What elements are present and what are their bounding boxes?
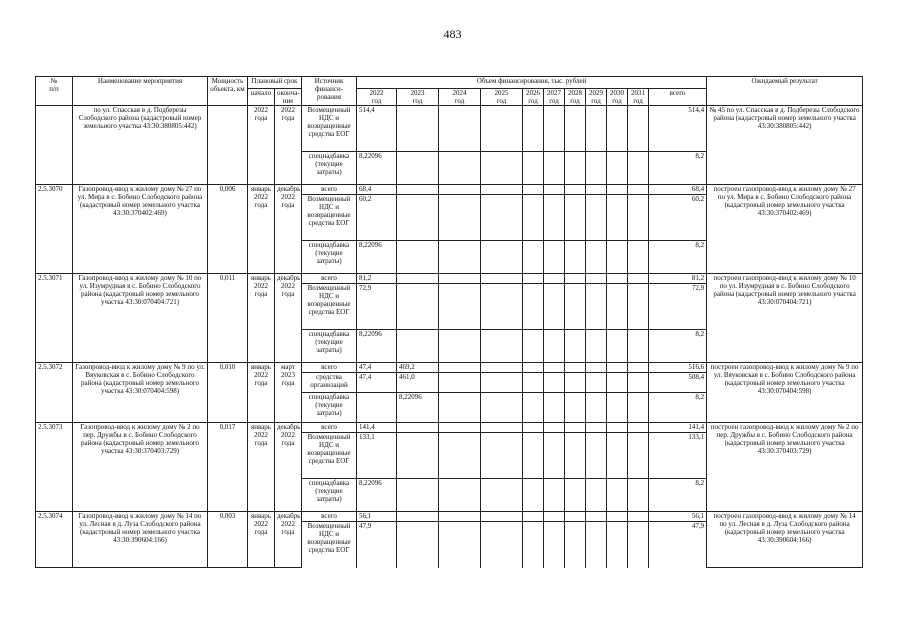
year-value-cell [607, 373, 628, 393]
total-cell: 141,4 [649, 423, 707, 433]
financing-table [35, 76, 863, 568]
year-value-cell [628, 479, 649, 512]
row-number: 2.5.3074 [36, 512, 73, 568]
measure-name: Газопровод-ввод к жилому дому № 2 по пер. Дружбы в с. Бобино Слободского района (кадастровый номер земельного участка 43:30:370403:729) [73, 423, 208, 512]
header-result: Ожидаемый результат [707, 77, 863, 106]
year-value-cell [544, 185, 565, 195]
year-value-cell [544, 433, 565, 479]
total-cell: 133,1 [649, 433, 707, 479]
year-value-cell [565, 185, 586, 195]
funding-source: спецнадбавка (текущие затраты) [302, 241, 357, 274]
year-value-cell [544, 195, 565, 241]
year-value-cell [523, 152, 544, 185]
header-source: Источник финанси- рования [302, 77, 357, 106]
capacity-cell: 0,003 [208, 512, 248, 568]
year-value-cell [586, 363, 607, 373]
year-value-cell [565, 106, 586, 152]
year-value-cell [565, 152, 586, 185]
year-value-cell [565, 512, 586, 522]
year-value-cell [586, 522, 607, 568]
funding-source: всего [302, 185, 357, 195]
year-value-cell [586, 423, 607, 433]
year-value-cell [607, 393, 628, 423]
year-value-cell [357, 393, 397, 423]
year-value-cell [607, 512, 628, 522]
year-value-cell [607, 274, 628, 284]
year-value-cell [628, 241, 649, 274]
period-end-cell: декабрь 2022 года [275, 423, 302, 512]
year-value-cell [397, 522, 439, 568]
header-year: 2024 год [439, 89, 481, 106]
year-value-cell [607, 284, 628, 330]
year-value-cell [481, 330, 523, 363]
funding-source: всего [302, 363, 357, 373]
year-value-cell [481, 393, 523, 423]
row-number: 2.5.3071 [36, 274, 73, 363]
year-value-cell [607, 479, 628, 512]
year-value-cell [544, 284, 565, 330]
year-value-cell [565, 274, 586, 284]
year-value-cell [481, 185, 523, 195]
expected-result: построен газопровод-ввод к жилому дому № 2 по пер. Дружбы в с. Бобино Слободского района (кадастровый номер земельного участка 43:30:370403:729) [707, 423, 863, 512]
row-number: 2.5.3070 [36, 185, 73, 274]
year-value-cell [607, 433, 628, 479]
year-value-cell [607, 195, 628, 241]
year-value-cell [628, 152, 649, 185]
expected-result: № 45 по ул. Спасская в д. Подберезы Слободского района (кадастровый номер земельного участка 43:30:380805:442) [707, 106, 863, 185]
year-value-cell [586, 284, 607, 330]
year-value-cell: 47,4 [357, 363, 397, 373]
year-value-cell [544, 363, 565, 373]
year-value-cell [544, 106, 565, 152]
measure-name: Газопровод-ввод к жилому дому № 27 по ул. Мира в с. Бобино Слободского района (кадастровый номер земельного участка 43:30:370402:469) [73, 185, 208, 274]
year-value-cell: 47,4 [357, 373, 397, 393]
year-value-cell [628, 195, 649, 241]
year-value-cell: 8,22096 [357, 330, 397, 363]
capacity-cell: 0,010 [208, 363, 248, 423]
year-value-cell [565, 433, 586, 479]
total-cell: 8,2 [649, 241, 707, 274]
year-value-cell [544, 423, 565, 433]
period-start-cell: январь 2022 года [248, 423, 275, 512]
header-volume: Объем финансирования, тыс. рублей [357, 77, 707, 89]
year-value-cell [586, 274, 607, 284]
total-cell: 60,2 [649, 195, 707, 241]
year-value-cell [439, 512, 481, 522]
expected-result: построен газопровод-ввод к жилому дому № 9 по ул. Вяуковская в с. Бобино Слободского района (кадастровый номер земельного участка 43:30:070404:598) [707, 363, 863, 423]
year-value-cell [586, 433, 607, 479]
table-row [36, 423, 863, 433]
table-row [36, 106, 863, 152]
year-value-cell [523, 512, 544, 522]
year-value-cell [439, 363, 481, 373]
header-period: Плановый срок [248, 77, 302, 89]
year-value-cell [397, 274, 439, 284]
expected-result: построен газопровод-ввод к жилому дому № 27 по ул. Мира в с. Бобино Слободского района (кадастровый номер земельного участка 43:30:370402:469) [707, 185, 863, 274]
year-value-cell [628, 373, 649, 393]
year-value-cell [439, 185, 481, 195]
period-end-cell: 2022 года [275, 106, 302, 185]
page-number: 483 [443, 27, 462, 41]
header-period-start: начало [248, 89, 275, 106]
table-row [36, 512, 863, 522]
year-value-cell [544, 522, 565, 568]
year-value-cell: 81,2 [357, 274, 397, 284]
year-value-cell [523, 423, 544, 433]
year-value-cell [439, 241, 481, 274]
year-value-cell [586, 330, 607, 363]
header-year: 2028 год [565, 89, 586, 106]
funding-source: Возмещенный НДС и возвращенные средства ЕОГ [302, 195, 357, 241]
year-value-cell [439, 274, 481, 284]
total-cell: 81,2 [649, 274, 707, 284]
header-year: 2025 год [481, 89, 523, 106]
funding-source: Возмещенный НДС и возвращенные средства ЕОГ [302, 522, 357, 568]
capacity-cell: 0,011 [208, 274, 248, 363]
funding-source: всего [302, 512, 357, 522]
funding-source: спецнадбавка (текущие затраты) [302, 393, 357, 423]
year-value-cell [544, 512, 565, 522]
year-value-cell [523, 479, 544, 512]
total-cell: 68,4 [649, 185, 707, 195]
year-value-cell [565, 195, 586, 241]
table-row [36, 274, 863, 284]
year-value-cell [628, 423, 649, 433]
total-cell: 514,4 [649, 106, 707, 152]
year-value-cell [439, 423, 481, 433]
header-year: 2029 год [586, 89, 607, 106]
year-value-cell [481, 274, 523, 284]
year-value-cell [439, 373, 481, 393]
year-value-cell [523, 373, 544, 393]
year-value-cell [523, 393, 544, 423]
header-year: 2031 год [628, 89, 649, 106]
year-value-cell [481, 363, 523, 373]
expected-result: построен газопровод-ввод к жилому дому № 10 по ул. Изумрудная в с. Бобино Слободского района (кадастровый номер земельного участка 43:30:070404:721) [707, 274, 863, 363]
year-value-cell [586, 185, 607, 195]
year-value-cell [544, 330, 565, 363]
year-value-cell [565, 522, 586, 568]
funding-source: спецнадбавка (текущие затраты) [302, 330, 357, 363]
year-value-cell [523, 522, 544, 568]
capacity-cell: 0,006 [208, 185, 248, 274]
year-value-cell [439, 195, 481, 241]
year-value-cell [607, 423, 628, 433]
year-value-cell [397, 185, 439, 195]
total-cell: 47,9 [649, 522, 707, 568]
year-value-cell [607, 106, 628, 152]
year-value-cell [565, 479, 586, 512]
year-value-cell [481, 195, 523, 241]
year-value-cell: 461,0 [397, 373, 439, 393]
year-value-cell: 72,9 [357, 284, 397, 330]
row-number: 2.5.3072 [36, 363, 73, 423]
year-value-cell [523, 241, 544, 274]
year-value-cell [481, 152, 523, 185]
year-value-cell [481, 433, 523, 479]
year-value-cell [586, 393, 607, 423]
year-value-cell [523, 274, 544, 284]
header-period-end: оконча- ние [275, 89, 302, 106]
table-row [36, 185, 863, 195]
year-value-cell [481, 522, 523, 568]
year-value-cell [439, 522, 481, 568]
year-value-cell [628, 522, 649, 568]
year-value-cell [586, 479, 607, 512]
year-value-cell [607, 522, 628, 568]
period-start-cell: январь 2022 года [248, 274, 275, 363]
year-value-cell [586, 241, 607, 274]
period-end-cell: декабрь 2022 года [275, 512, 302, 568]
year-value-cell [523, 284, 544, 330]
row-number: 2.5.3073 [36, 423, 73, 512]
year-value-cell [481, 512, 523, 522]
year-value-cell [607, 241, 628, 274]
year-value-cell [565, 241, 586, 274]
year-value-cell [565, 423, 586, 433]
table-row [36, 363, 863, 373]
year-value-cell [523, 106, 544, 152]
expected-result: построен газопровод-ввод к жилому дому № 14 по ул. Лесная в д. Луза Слободского района (кадастровый номер земельного участка 43:30:390604:166) [707, 512, 863, 568]
total-cell: 8,2 [649, 152, 707, 185]
header-capacity: Мощность объекта, км [208, 77, 248, 106]
year-value-cell [523, 330, 544, 363]
funding-source: всего [302, 423, 357, 433]
year-value-cell [628, 363, 649, 373]
year-value-cell [628, 393, 649, 423]
year-value-cell: 47,9 [357, 522, 397, 568]
funding-source: всего [302, 274, 357, 284]
year-value-cell [397, 284, 439, 330]
year-value-cell [481, 423, 523, 433]
period-end-cell: декабрь 2022 года [275, 185, 302, 274]
year-value-cell [544, 479, 565, 512]
year-value-cell [397, 241, 439, 274]
year-value-cell: 133,1 [357, 433, 397, 479]
table-header [36, 77, 863, 106]
row-number [36, 106, 73, 185]
header-year: 2022 год [357, 89, 397, 106]
year-value-cell [586, 512, 607, 522]
year-value-cell: 60,2 [357, 195, 397, 241]
year-value-cell [586, 152, 607, 185]
funding-source: средства организаций [302, 373, 357, 393]
year-value-cell [544, 152, 565, 185]
total-cell: 72,9 [649, 284, 707, 330]
year-value-cell [607, 185, 628, 195]
year-value-cell: 8,22096 [357, 241, 397, 274]
year-value-cell [397, 195, 439, 241]
year-value-cell [397, 479, 439, 512]
capacity-cell [208, 106, 248, 185]
year-value-cell: 141,4 [357, 423, 397, 433]
year-value-cell [544, 241, 565, 274]
funding-source: Возмещенный НДС и возвращенные средства ЕОГ [302, 106, 357, 152]
year-value-cell [523, 185, 544, 195]
year-value-cell [481, 479, 523, 512]
header-num: № п/п [36, 77, 73, 106]
period-end-cell: декабрь 2022 года [275, 274, 302, 363]
measure-name: Газопровод-ввод к жилому дому № 9 по ул. Вяуковская в с. Бобино Слободского района (кадастровый номер земельного участка 43:30:070404:598) [73, 363, 208, 423]
year-value-cell [439, 330, 481, 363]
year-value-cell [439, 393, 481, 423]
year-value-cell [397, 512, 439, 522]
year-value-cell [439, 106, 481, 152]
year-value-cell [607, 363, 628, 373]
year-value-cell [628, 330, 649, 363]
period-start-cell: январь 2022 года [248, 363, 275, 423]
year-value-cell [628, 284, 649, 330]
total-cell: 56,1 [649, 512, 707, 522]
measure-name: по ул. Спасская в д. Подберезы Слободского района (кадастровый номер земельного участка 43:30:380805:442) [73, 106, 208, 185]
year-value-cell: 469,2 [397, 363, 439, 373]
year-value-cell [439, 479, 481, 512]
total-cell: 8,2 [649, 393, 707, 423]
total-cell: 8,2 [649, 330, 707, 363]
year-value-cell [607, 330, 628, 363]
period-start-cell: январь 2022 года [248, 185, 275, 274]
year-value-cell [439, 152, 481, 185]
year-value-cell [565, 363, 586, 373]
year-value-cell [628, 274, 649, 284]
total-cell: 516,6 [649, 363, 707, 373]
period-start-cell: 2022 года [248, 106, 275, 185]
year-value-cell [565, 284, 586, 330]
year-value-cell [397, 423, 439, 433]
funding-source: Возмещенный НДС и возвращенные средства ЕОГ [302, 284, 357, 330]
period-end-cell: март 2023 года [275, 363, 302, 423]
year-value-cell [439, 433, 481, 479]
year-value-cell [628, 185, 649, 195]
year-value-cell [586, 195, 607, 241]
year-value-cell: 56,1 [357, 512, 397, 522]
table-body [36, 106, 863, 568]
year-value-cell [439, 284, 481, 330]
total-cell: 8,2 [649, 479, 707, 512]
year-value-cell [481, 373, 523, 393]
year-value-cell [565, 330, 586, 363]
year-value-cell [544, 373, 565, 393]
year-value-cell [481, 241, 523, 274]
year-value-cell: 514,4 [357, 106, 397, 152]
year-value-cell [523, 195, 544, 241]
header-name: Наименование мероприятия [73, 77, 208, 106]
header-total: всего [649, 89, 707, 106]
header-year: 2027 год [544, 89, 565, 106]
year-value-cell [628, 512, 649, 522]
year-value-cell: 8,22096 [357, 479, 397, 512]
year-value-cell [628, 106, 649, 152]
year-value-cell [565, 373, 586, 393]
year-value-cell [607, 152, 628, 185]
year-value-cell [397, 433, 439, 479]
year-value-cell [586, 373, 607, 393]
funding-source: спецнадбавка (текущие затраты) [302, 152, 357, 185]
year-value-cell [523, 433, 544, 479]
measure-name: Газопровод-ввод к жилому дому № 10 по ул. Изумрудная в с. Бобино Слободского района (кадастровый номер земельного участка 43:30:070404:721) [73, 274, 208, 363]
funding-source: спецнадбавка (текущие затраты) [302, 479, 357, 512]
header-year: 2030 год [607, 89, 628, 106]
measure-name: Газопровод-ввод к жилому дому № 14 по ул. Лесная в д. Луза Слободского района (кадастровый номер земельного участка 43:30:390604:166) [73, 512, 208, 568]
period-start-cell: январь 2022 года [248, 512, 275, 568]
year-value-cell [586, 106, 607, 152]
year-value-cell [628, 433, 649, 479]
year-value-cell [397, 106, 439, 152]
capacity-cell: 0,017 [208, 423, 248, 512]
year-value-cell [523, 363, 544, 373]
year-value-cell: 68,4 [357, 185, 397, 195]
year-value-cell: 8,22096 [397, 393, 439, 423]
year-value-cell [565, 393, 586, 423]
year-value-cell [397, 152, 439, 185]
year-value-cell [481, 284, 523, 330]
year-value-cell [544, 274, 565, 284]
header-year: 2023 год [397, 89, 439, 106]
total-cell: 508,4 [649, 373, 707, 393]
year-value-cell [544, 393, 565, 423]
year-value-cell [481, 106, 523, 152]
header-year: 2026 год [523, 89, 544, 106]
year-value-cell [397, 330, 439, 363]
year-value-cell: 8,22096 [357, 152, 397, 185]
funding-source: Возмещенный НДС и возвращенные средства ЕОГ [302, 433, 357, 479]
